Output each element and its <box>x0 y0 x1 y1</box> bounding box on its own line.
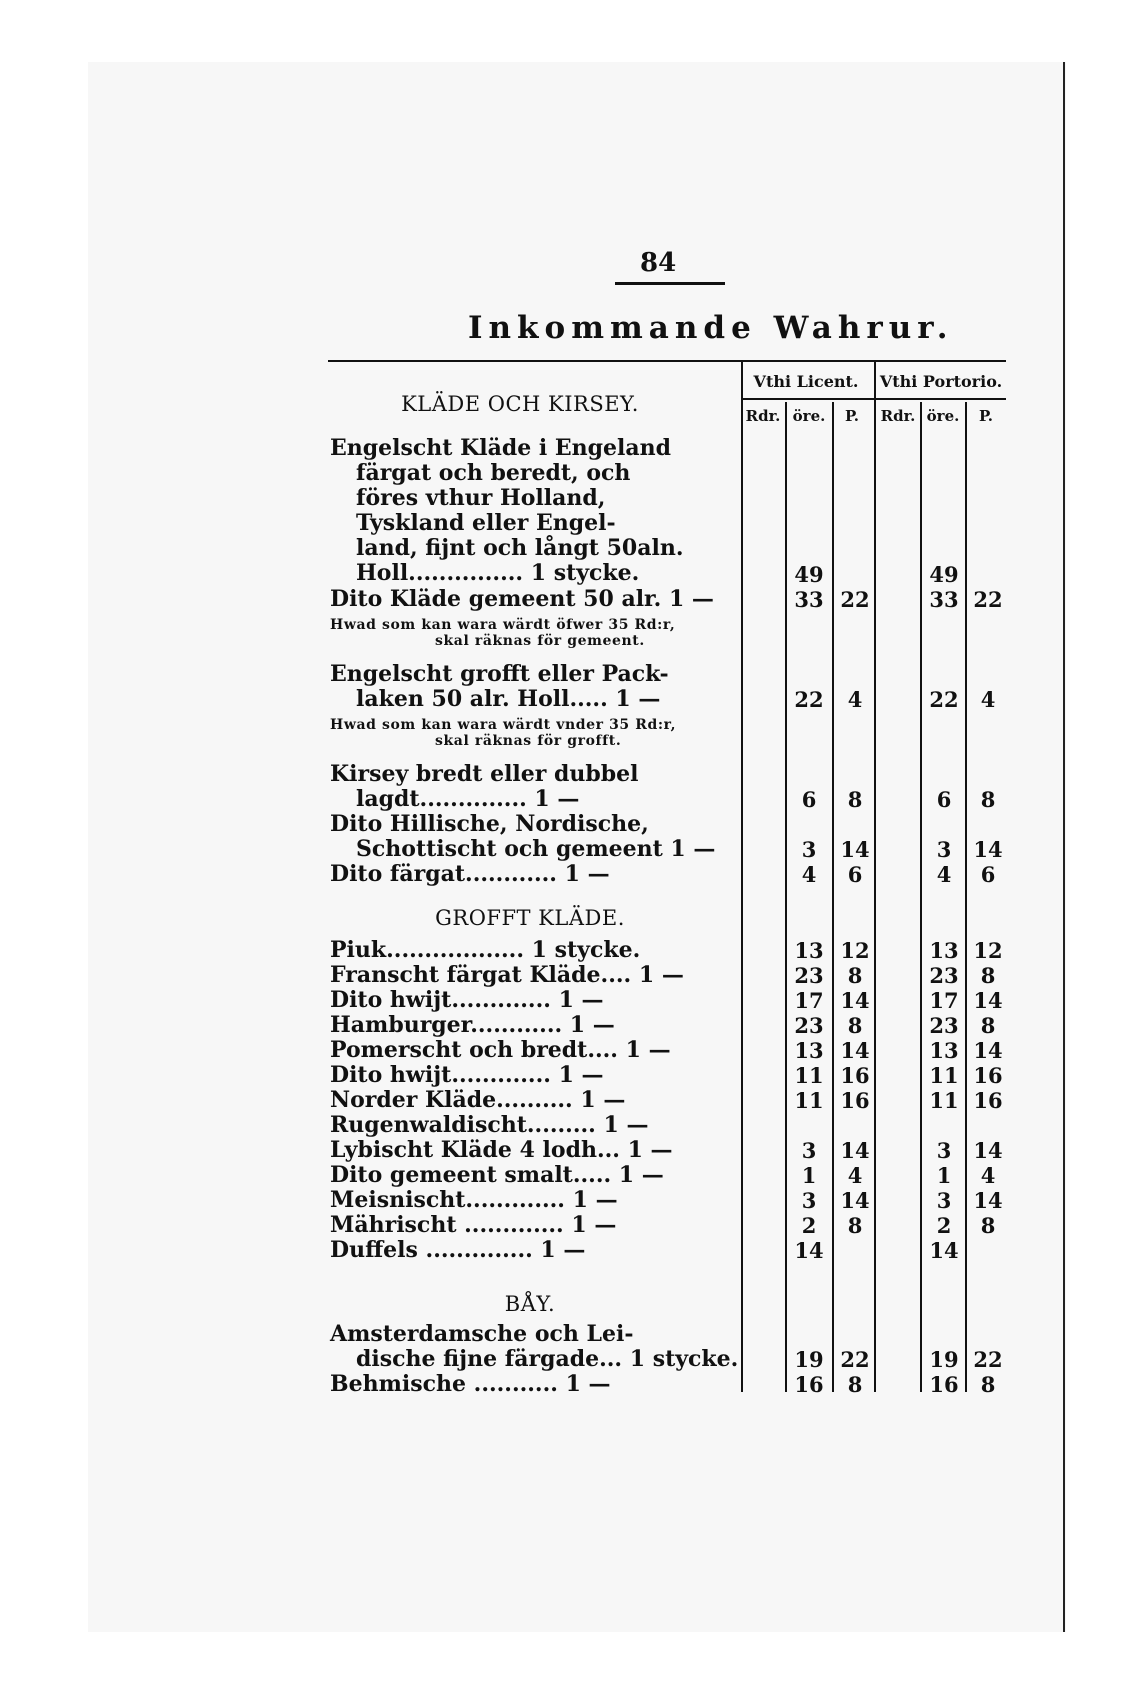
section-heading: BÅY. <box>504 1292 556 1316</box>
portorio-ore-cell: 3 <box>936 1138 952 1163</box>
licent-ore-header: öre. <box>792 407 826 425</box>
portorio-p-cell: 22 <box>973 1347 1003 1372</box>
portorio-p-cell: 14 <box>973 837 1003 862</box>
portorio-ore-cell: 49 <box>929 562 959 587</box>
table-row: Dito Hillische, Nordische, Schottischt och gemeent 1 — <box>330 811 716 862</box>
table-row: Piuk.................. 1 stycke. <box>330 937 641 963</box>
licent-ore-cell: 13 <box>794 938 824 963</box>
licent-p-cell: 14 <box>840 1038 870 1063</box>
portorio-p-cell: 8 <box>980 1213 996 1238</box>
portorio-p-cell: 4 <box>980 687 996 712</box>
portorio-p-cell: 8 <box>980 963 996 988</box>
portorio-p-cell: 14 <box>973 1138 1003 1163</box>
licent-p-cell: 8 <box>847 1372 863 1397</box>
licent-p-cell: 14 <box>840 1138 870 1163</box>
licent-p-header: P. <box>844 407 860 425</box>
licent-ore-cell: 3 <box>801 1138 817 1163</box>
portorio-ore-cell: 23 <box>929 963 959 988</box>
licent-ore-cell: 23 <box>794 963 824 988</box>
licent-p-cell: 22 <box>840 587 870 612</box>
licent-ore-cell: 3 <box>801 1188 817 1213</box>
licent-p-cell: 4 <box>847 687 863 712</box>
table-row: Kirsey bredt eller dubbel lagdt.............. 1 — <box>330 761 639 812</box>
licent-ore-cell: 14 <box>794 1238 824 1263</box>
portorio-ore-cell: 6 <box>936 787 952 812</box>
licent-ore-cell: 19 <box>794 1347 824 1372</box>
licent-p-cell: 14 <box>840 837 870 862</box>
licent-ore-cell: 17 <box>794 988 824 1013</box>
portorio-ore-cell: 13 <box>929 938 959 963</box>
section-heading: GROFFT KLÄDE. <box>435 906 625 930</box>
portorio-header: Vthi Portorio. <box>879 372 1003 391</box>
page-number-rule <box>615 282 725 285</box>
portorio-p-cell: 14 <box>973 1038 1003 1063</box>
table-row: Lybischt Kläde 4 lodh... 1 — <box>330 1137 673 1163</box>
table-row: Dito Kläde gemeent 50 alr. 1 — <box>330 586 714 612</box>
licent-p-cell: 16 <box>840 1088 870 1113</box>
table-row: Amsterdamsche och Lei- dische fijne färgade... 1 stycke. <box>330 1321 739 1372</box>
table-row: Mährischt ............. 1 — <box>330 1212 617 1238</box>
portorio-p-cell: 6 <box>980 862 996 887</box>
portorio-rdr-header: Rdr. <box>880 407 916 425</box>
page-number: 84 <box>640 248 677 278</box>
table-row: Franscht färgat Kläde.... 1 — <box>330 962 684 988</box>
portorio-ore-cell: 11 <box>929 1063 959 1088</box>
portorio-p-cell: 14 <box>973 988 1003 1013</box>
table-row: Meisnischt............. 1 — <box>330 1187 618 1213</box>
licent-ore-cell: 3 <box>801 837 817 862</box>
portorio-p-cell: 16 <box>973 1063 1003 1088</box>
licent-ore-cell: 11 <box>794 1063 824 1088</box>
licent-p-cell: 4 <box>847 1163 863 1188</box>
licent-ore-cell: 4 <box>801 862 817 887</box>
portorio-ore-cell: 1 <box>936 1163 952 1188</box>
portorio-p-cell: 14 <box>973 1188 1003 1213</box>
portorio-ore-cell: 3 <box>936 837 952 862</box>
portorio-ore-cell: 17 <box>929 988 959 1013</box>
licent-p-cell: 8 <box>847 1213 863 1238</box>
table-row: Engelscht Kläde i Engeland färgat och beredt, och föres vthur Holland, Tyskland eller Engel- land, fijnt och långt 50aln. Holl............... 1 stycke. <box>330 435 684 586</box>
licent-p-cell: 12 <box>840 938 870 963</box>
section-heading: KLÄDE OCH KIRSEY. <box>401 392 639 416</box>
licent-p-cell: 8 <box>847 787 863 812</box>
licent-p-cell: 16 <box>840 1063 870 1088</box>
licent-p-cell: 6 <box>847 862 863 887</box>
table-row: Pomerscht och bredt.... 1 — <box>330 1037 671 1063</box>
table-row: Rugenwaldischt......... 1 — <box>330 1112 649 1138</box>
licent-ore-cell: 13 <box>794 1038 824 1063</box>
table-row: Engelscht grofft eller Pack- laken 50 alr. Holl..... 1 — <box>330 661 669 712</box>
licent-ore-cell: 33 <box>794 587 824 612</box>
page-edge <box>1063 62 1065 1632</box>
portorio-p-cell: 8 <box>980 1372 996 1397</box>
portorio-ore-cell: 3 <box>936 1188 952 1213</box>
portorio-ore-cell: 13 <box>929 1038 959 1063</box>
portorio-ore-cell: 14 <box>929 1238 959 1263</box>
licent-p-cell: 14 <box>840 1188 870 1213</box>
licent-p-cell: 8 <box>847 963 863 988</box>
rule-licent-left <box>741 362 743 1392</box>
portorio-ore-header: öre. <box>926 407 960 425</box>
table-row: Hamburger............ 1 — <box>330 1012 615 1038</box>
licent-header: Vthi Licent. <box>753 372 859 391</box>
licent-ore-cell: 23 <box>794 1013 824 1038</box>
rule-licent-ore <box>832 402 834 1392</box>
licent-ore-cell: 22 <box>794 687 824 712</box>
licent-p-cell: 8 <box>847 1013 863 1038</box>
portorio-p-header: P. <box>978 407 994 425</box>
licent-ore-cell: 11 <box>794 1088 824 1113</box>
table-row: Dito hwijt............. 1 — <box>330 987 604 1013</box>
portorio-p-cell: 22 <box>973 587 1003 612</box>
table-row: Behmische ........... 1 — <box>330 1371 611 1397</box>
licent-p-cell: 14 <box>840 988 870 1013</box>
portorio-p-cell: 8 <box>980 787 996 812</box>
portorio-ore-cell: 4 <box>936 862 952 887</box>
portorio-p-cell: 8 <box>980 1013 996 1038</box>
portorio-p-cell: 12 <box>973 938 1003 963</box>
running-head: Inkommande Wahrur. <box>468 310 954 346</box>
table-note: Hwad som kan wara wärdt vnder 35 Rd:r, skal räknas för grofft. <box>330 717 677 749</box>
portorio-ore-cell: 33 <box>929 587 959 612</box>
table-row: Dito färgat............ 1 — <box>330 861 610 887</box>
portorio-p-cell: 16 <box>973 1088 1003 1113</box>
licent-rdr-header: Rdr. <box>745 407 781 425</box>
licent-p-cell: 22 <box>840 1347 870 1372</box>
portorio-ore-cell: 11 <box>929 1088 959 1113</box>
table-row: Dito hwijt............. 1 — <box>330 1062 604 1088</box>
table-top-rule <box>328 360 1006 362</box>
portorio-p-cell: 4 <box>980 1163 996 1188</box>
table-row: Norder Kläde.......... 1 — <box>330 1087 626 1113</box>
licent-ore-cell: 2 <box>801 1213 817 1238</box>
table-row: Dito gemeent smalt..... 1 — <box>330 1162 664 1188</box>
portorio-ore-cell: 2 <box>936 1213 952 1238</box>
portorio-ore-cell: 22 <box>929 687 959 712</box>
portorio-ore-cell: 16 <box>929 1372 959 1397</box>
table-note: Hwad som kan wara wärdt öfwer 35 Rd:r, skal räknas för gemeent. <box>330 617 676 649</box>
table-row: Duffels .............. 1 — <box>330 1237 586 1263</box>
portorio-ore-cell: 23 <box>929 1013 959 1038</box>
licent-ore-cell: 6 <box>801 787 817 812</box>
licent-ore-cell: 49 <box>794 562 824 587</box>
licent-ore-cell: 16 <box>794 1372 824 1397</box>
licent-ore-cell: 1 <box>801 1163 817 1188</box>
portorio-ore-cell: 19 <box>929 1347 959 1372</box>
